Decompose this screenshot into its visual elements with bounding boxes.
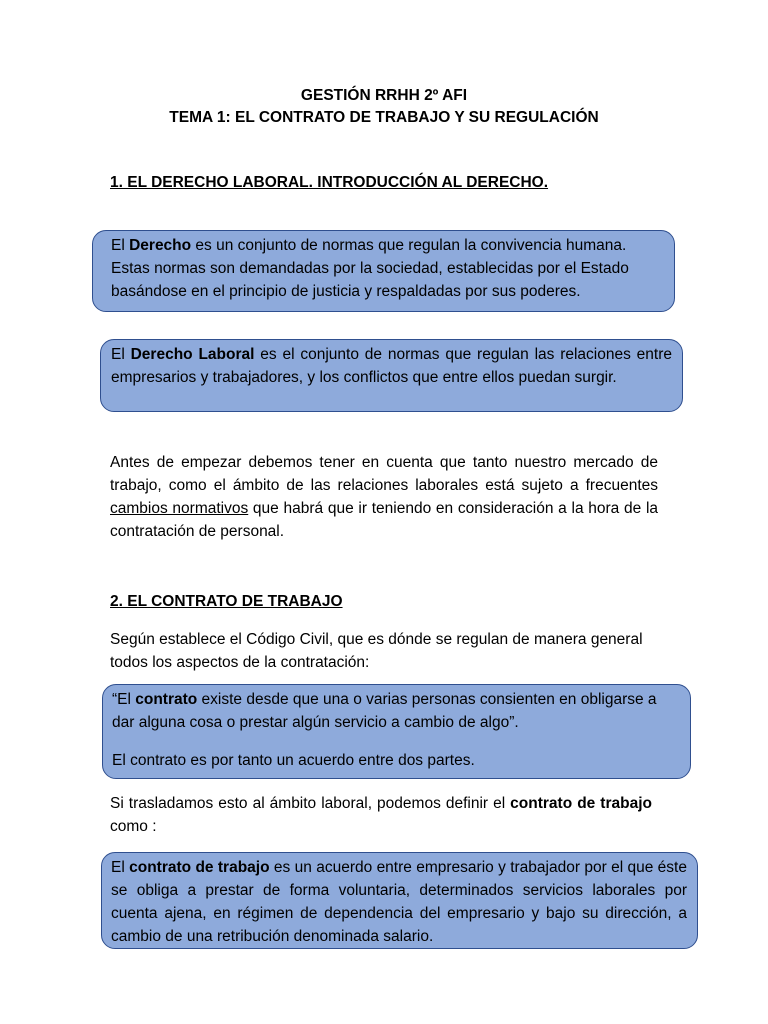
quote-line: [112, 688, 680, 734]
box-text-pre: El: [111, 237, 130, 254]
paragraph-ambito-laboral: [110, 792, 652, 838]
definition-box-contrato: [102, 684, 691, 779]
paragraph-text-pre: Si trasladamos esto al ámbito laboral, podemos definir el: [110, 795, 511, 812]
box-text-post: es el conjunto de normas que regulan las relaciones entre empresarios y trabajadores, y los conflictos que entre ellos puedan surgir.: [111, 346, 673, 386]
section-2-heading: 2. EL CONTRATO DE TRABAJO: [110, 593, 343, 610]
definition-box-derecho-laboral: [100, 339, 683, 412]
document-title: GESTIÓN RRHH 2º AFI: [300, 87, 468, 104]
paragraph-text-pre: Antes de empezar debemos tener en cuenta que tanto nuestro mercado de trabajo, como el ámbito de las relaciones laborales está sujeto a frecuentes: [110, 454, 658, 494]
paragraph-text-post: como :: [110, 818, 157, 835]
box-term: contrato de trabajo: [129, 859, 270, 876]
paragraph-cambios-normativos: [110, 451, 658, 543]
box-term: Derecho Laboral: [130, 346, 255, 363]
underlined-term: cambios normativos: [110, 500, 249, 517]
bold-term: contrato de trabajo: [510, 795, 652, 812]
paragraph-codigo-civil: Según establece el Código Civil, que es dónde se regulan de manera general todos los aspectos de la contratación:: [110, 631, 643, 671]
definition-box-contrato-de-trabajo: [101, 852, 698, 949]
box-term: contrato: [135, 691, 198, 708]
box-text-pre: El: [111, 859, 130, 876]
box-text-pre: El: [111, 346, 131, 363]
summary-line: El contrato es por tanto un acuerdo entre dos partes.: [112, 752, 475, 769]
box-text-post: es un conjunto de normas que regulan la convivencia humana. Estas normas son demandadas por la sociedad, establecidas por el Estado basándose en el principio de justicia y respaldadas por sus poderes.: [111, 237, 629, 300]
section-1-heading: 1. EL DERECHO LABORAL. INTRODUCCIÓN AL DERECHO.: [110, 174, 549, 191]
box-text-post: es un acuerdo entre empresario y trabajador por el que éste se obliga a prestar de forma voluntaria, determinados servicios laborales por cuenta ajena, en régimen de dependencia del empresario y bajo su dirección, a cambio de una retribución denominada salario.: [111, 859, 687, 945]
document-subtitle: TEMA 1: EL CONTRATO DE TRABAJO Y SU REGULACIÓN: [169, 109, 599, 126]
definition-box-derecho: [92, 230, 675, 312]
box-text-pre: “El: [112, 691, 136, 708]
box-term: Derecho: [129, 237, 192, 254]
box-text-post: existe desde que una o varias personas consienten en obligarse a dar alguna cosa o prestar algún servicio a cambio de algo”.: [112, 691, 657, 731]
paragraph-text-post: que habrá que ir teniendo en consideración a la hora de la contratación de personal.: [110, 500, 659, 540]
